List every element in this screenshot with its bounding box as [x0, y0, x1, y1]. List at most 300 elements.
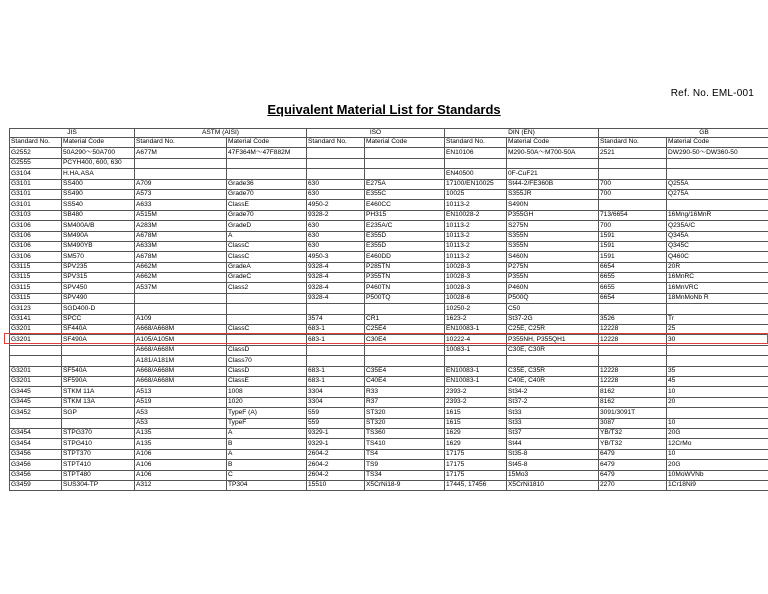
table-cell: Q275A: [667, 189, 768, 199]
table-cell: PCYH400, 600, 630: [62, 158, 135, 168]
reference-number: Ref. No. EML-001: [670, 88, 754, 99]
column-header: Material Code: [507, 138, 599, 148]
table-cell: 10028-3: [445, 262, 507, 272]
table-cell: E460CC: [365, 200, 445, 210]
table-cell: P355NH, P355QH1: [507, 335, 599, 345]
table-cell: G3201: [10, 366, 62, 376]
table-cell: [135, 169, 227, 179]
table-cell: St34-2: [507, 387, 599, 397]
table-cell: A: [227, 428, 307, 438]
table-cell: 9328-4: [307, 293, 365, 303]
table-row: [10, 158, 768, 168]
table-cell: 10083-1: [445, 345, 507, 355]
table-cell: 25: [667, 325, 768, 335]
table-cell: [365, 169, 445, 179]
table-cell: C25E4: [365, 325, 445, 335]
table-cell: 20G: [667, 460, 768, 470]
table-cell: C50: [507, 304, 599, 314]
table-cell: 10113-2: [445, 221, 507, 231]
table-cell: [307, 356, 365, 366]
table-cell: St37-2: [507, 397, 599, 407]
table-cell: 10028-3: [445, 273, 507, 283]
table-cell: X5CrNi1810: [507, 480, 599, 490]
table-cell: SGD400-D: [62, 304, 135, 314]
table-cell: 10113-2: [445, 252, 507, 262]
table-cell: Grade70: [227, 189, 307, 199]
table-cell: G3123: [10, 304, 62, 314]
group-header-iso: ISO: [307, 129, 445, 138]
table-cell: [667, 345, 768, 355]
table-cell: [227, 293, 307, 303]
table-row: [10, 460, 768, 470]
table-cell: R33: [365, 387, 445, 397]
column-header: Standard No.: [10, 138, 62, 148]
table-cell: PH315: [365, 210, 445, 220]
table-cell: St44: [507, 439, 599, 449]
table-cell: S355JR: [507, 189, 599, 199]
table-cell: 3526: [599, 314, 667, 324]
table-cell: S355N: [507, 241, 599, 251]
table-cell: SM570: [62, 252, 135, 262]
table-cell: C25E, C25R: [507, 325, 599, 335]
table-cell: G3445: [10, 387, 62, 397]
table-cell: G3141: [10, 314, 62, 324]
table-cell: G3454: [10, 428, 62, 438]
table-row: [10, 428, 768, 438]
table-cell: A573: [135, 189, 227, 199]
table-cell: 35: [667, 366, 768, 376]
column-header: Standard No.: [445, 138, 507, 148]
table-cell: TS34: [365, 470, 445, 480]
table-cell: G3456: [10, 470, 62, 480]
table-row: [10, 418, 768, 428]
table-cell: YB/T32: [599, 439, 667, 449]
table-cell: 2521: [599, 148, 667, 158]
table-cell: G3456: [10, 460, 62, 470]
table-cell: [599, 356, 667, 366]
table-cell: [307, 345, 365, 355]
table-cell: TypeF (A): [227, 408, 307, 418]
table-cell: 700: [599, 189, 667, 199]
table-cell: GradeA: [227, 262, 307, 272]
table-cell: 16MnRC: [667, 273, 768, 283]
table-cell: [667, 304, 768, 314]
table-cell: 6655: [599, 283, 667, 293]
table-cell: A709: [135, 179, 227, 189]
table-cell: STPT370: [62, 449, 135, 459]
table-cell: 3574: [307, 314, 365, 324]
table-cell: Grade36: [227, 179, 307, 189]
table-row: [10, 325, 768, 335]
table-cell: SS490: [62, 189, 135, 199]
table-cell: S355N: [507, 231, 599, 241]
table-cell: [599, 169, 667, 179]
table-row: [10, 439, 768, 449]
table-cell: 1Cr18Ni9: [667, 480, 768, 490]
table-cell: 50A290～50A700: [62, 148, 135, 158]
table-cell: G3101: [10, 200, 62, 210]
table-cell: P500TQ: [365, 293, 445, 303]
table-cell: [599, 304, 667, 314]
table-row: [10, 449, 768, 459]
table-cell: H.HA.ASA: [62, 169, 135, 179]
table-cell: P275N: [507, 262, 599, 272]
table-cell: 2604-2: [307, 470, 365, 480]
table-cell: GradeD: [227, 221, 307, 231]
table-cell: B: [227, 460, 307, 470]
table-cell: ST320: [365, 418, 445, 428]
table-cell: G3115: [10, 273, 62, 283]
table-cell: Q255A: [667, 179, 768, 189]
table-cell: E235A/C: [365, 221, 445, 231]
table-cell: G3115: [10, 262, 62, 272]
table-cell: STPG370: [62, 428, 135, 438]
table-cell: GradeC: [227, 273, 307, 283]
table-cell: 20: [667, 397, 768, 407]
table-cell: P355GH: [507, 210, 599, 220]
table-cell: A515M: [135, 210, 227, 220]
table-cell: ClassD: [227, 366, 307, 376]
table-cell: SS400: [62, 179, 135, 189]
table-cell: A537M: [135, 283, 227, 293]
table-cell: 6479: [599, 449, 667, 459]
table-row: [10, 356, 768, 366]
table-cell: 9328-4: [307, 273, 365, 283]
table-cell: ClassE: [227, 200, 307, 210]
table-cell: 9329-1: [307, 428, 365, 438]
table-cell: [667, 356, 768, 366]
table-cell: C30E4: [365, 335, 445, 345]
table-cell: St33: [507, 418, 599, 428]
table-cell: TS9: [365, 460, 445, 470]
table-row: [10, 169, 768, 179]
table-cell: A135: [135, 439, 227, 449]
table-cell: 47F364M～47F882M: [227, 148, 307, 158]
table-cell: S275N: [507, 221, 599, 231]
table-cell: 559: [307, 408, 365, 418]
table-cell: 10113-2: [445, 231, 507, 241]
table-cell: SUS304-TP: [62, 480, 135, 490]
table-row: [10, 470, 768, 480]
table-cell: 12228: [599, 335, 667, 345]
table-cell: 16Mng/16MnR: [667, 210, 768, 220]
table-cell: SF540A: [62, 366, 135, 376]
table-cell: STPT410: [62, 460, 135, 470]
table-cell: 6479: [599, 460, 667, 470]
table-cell: 9328-4: [307, 262, 365, 272]
table-cell: 1615: [445, 408, 507, 418]
column-header: Standard No.: [135, 138, 227, 148]
table-cell: S490N: [507, 200, 599, 210]
table-cell: 683-1: [307, 366, 365, 376]
table-cell: 2604-2: [307, 449, 365, 459]
table-cell: 1591: [599, 231, 667, 241]
table-cell: A668/A668M: [135, 345, 227, 355]
table-cell: [227, 335, 307, 345]
table-cell: E460DD: [365, 252, 445, 262]
column-header: Standard No.: [307, 138, 365, 148]
table-cell: 6654: [599, 293, 667, 303]
table-cell: 559: [307, 418, 365, 428]
table-cell: G2555: [10, 158, 62, 168]
table-cell: A: [227, 449, 307, 459]
table-cell: ClassD: [227, 345, 307, 355]
table-cell: 1008: [227, 387, 307, 397]
table-cell: St33: [507, 408, 599, 418]
table-cell: 10113-2: [445, 241, 507, 251]
table-cell: A312: [135, 480, 227, 490]
table-cell: C35E4: [365, 366, 445, 376]
table-cell: P285TN: [365, 262, 445, 272]
table-cell: 2393-2: [445, 397, 507, 407]
table-cell: G2552: [10, 148, 62, 158]
table-cell: [10, 356, 62, 366]
table-viewport: [9, 128, 768, 506]
table-cell: ClassE: [227, 376, 307, 386]
table-cell: [599, 200, 667, 210]
table-cell: [62, 418, 135, 428]
table-cell: St35-8: [507, 449, 599, 459]
table-cell: G3452: [10, 408, 62, 418]
table-row: [10, 314, 768, 324]
table-cell: [365, 148, 445, 158]
table-cell: G3101: [10, 179, 62, 189]
table-cell: Q235A/C: [667, 221, 768, 231]
table-cell: 15510: [307, 480, 365, 490]
table-cell: 700: [599, 179, 667, 189]
table-cell: EN10106: [445, 148, 507, 158]
table-cell: SM400A/B: [62, 221, 135, 231]
table-cell: [445, 356, 507, 366]
table-cell: [599, 158, 667, 168]
table-cell: DW290-50～DW360-50: [667, 148, 768, 158]
table-cell: SPV490: [62, 293, 135, 303]
table-cell: [507, 356, 599, 366]
table-cell: 8162: [599, 397, 667, 407]
table-cell: 12228: [599, 376, 667, 386]
table-cell: 700: [599, 221, 667, 231]
table-cell: [307, 158, 365, 168]
table-row: [10, 252, 768, 262]
table-cell: STPT480: [62, 470, 135, 480]
table-cell: 3304: [307, 387, 365, 397]
table-cell: G3454: [10, 439, 62, 449]
table-cell: X5CrNi18-9: [365, 480, 445, 490]
table-cell: A678M: [135, 231, 227, 241]
table-cell: 630: [307, 231, 365, 241]
table-row: [10, 273, 768, 283]
table-cell: STKM 11A: [62, 387, 135, 397]
table-cell: P355TN: [365, 273, 445, 283]
table-cell: G3445: [10, 397, 62, 407]
table-row: [10, 397, 768, 407]
table-cell: TS410: [365, 439, 445, 449]
table-cell: [10, 418, 62, 428]
table-cell: 12CrMo: [667, 439, 768, 449]
table-cell: 17175: [445, 449, 507, 459]
table-row: [10, 210, 768, 220]
table-cell: 6655: [599, 273, 667, 283]
table-cell: E355C: [365, 189, 445, 199]
table-cell: SF440A: [62, 325, 135, 335]
table-row: [10, 366, 768, 376]
table-cell: G3106: [10, 231, 62, 241]
table-cell: Q460C: [667, 252, 768, 262]
table-cell: Q345C: [667, 241, 768, 251]
table-cell: G3459: [10, 480, 62, 490]
table-cell: 10: [667, 449, 768, 459]
table-cell: [365, 356, 445, 366]
group-header-row: [10, 129, 768, 138]
table-cell: STPG410: [62, 439, 135, 449]
table-cell: 4950-3: [307, 252, 365, 262]
table-cell: [227, 158, 307, 168]
table-cell: G3456: [10, 449, 62, 459]
column-header: Material Code: [62, 138, 135, 148]
table-row: [10, 221, 768, 231]
table-cell: P460N: [507, 283, 599, 293]
table-cell: 15Mo3: [507, 470, 599, 480]
table-cell: A519: [135, 397, 227, 407]
table-cell: [667, 158, 768, 168]
table-cell: SPV235: [62, 262, 135, 272]
table-cell: EN10083-1: [445, 366, 507, 376]
table-cell: 683-1: [307, 376, 365, 386]
table-cell: [135, 158, 227, 168]
table-cell: TS360: [365, 428, 445, 438]
table-cell: [227, 314, 307, 324]
table-cell: 6479: [599, 470, 667, 480]
table-cell: A668/A668M: [135, 376, 227, 386]
table-cell: A662M: [135, 262, 227, 272]
table-cell: TP304: [227, 480, 307, 490]
group-header-gb: GB: [599, 129, 768, 138]
table-cell: A513: [135, 387, 227, 397]
table-row: [10, 262, 768, 272]
table-cell: SPV450: [62, 283, 135, 293]
table-cell: A53: [135, 418, 227, 428]
table-cell: ClassC: [227, 325, 307, 335]
table-cell: SS540: [62, 200, 135, 210]
table-row: [10, 189, 768, 199]
table-cell: 10222-4: [445, 335, 507, 345]
table-row: [10, 304, 768, 314]
table-cell: St37-2G: [507, 314, 599, 324]
table-row: [10, 200, 768, 210]
table-cell: C35E, C35R: [507, 366, 599, 376]
table-cell: G3106: [10, 221, 62, 231]
table-cell: C40E, C40R: [507, 376, 599, 386]
table-cell: G3104: [10, 169, 62, 179]
material-table: [9, 128, 768, 491]
table-cell: 1591: [599, 252, 667, 262]
table-cell: A135: [135, 428, 227, 438]
table-cell: 3091/3091T: [599, 408, 667, 418]
table-cell: 683-1: [307, 325, 365, 335]
table-row: [10, 148, 768, 158]
table-cell: 20R: [667, 262, 768, 272]
table-row: [10, 480, 768, 490]
table-cell: 1623-2: [445, 314, 507, 324]
table-cell: G3115: [10, 293, 62, 303]
table-cell: G3106: [10, 252, 62, 262]
table-cell: 4950-2: [307, 200, 365, 210]
table-cell: 2393-2: [445, 387, 507, 397]
table-cell: 1629: [445, 428, 507, 438]
table-cell: 2270: [599, 480, 667, 490]
table-cell: [135, 304, 227, 314]
page-title: Equivalent Material List for Standards: [267, 102, 501, 117]
table-cell: A633: [135, 200, 227, 210]
table-cell: G3201: [10, 325, 62, 335]
table-cell: 2604-2: [307, 460, 365, 470]
table-cell: 17175: [445, 470, 507, 480]
table-row: [10, 376, 768, 386]
table-cell: A53: [135, 408, 227, 418]
table-cell: [227, 304, 307, 314]
table-cell: 1615: [445, 418, 507, 428]
table-row: [10, 293, 768, 303]
table-cell: 30: [667, 335, 768, 345]
table-body: [10, 148, 768, 491]
table-cell: EN10028-2: [445, 210, 507, 220]
table-cell: YB/T32: [599, 428, 667, 438]
table-cell: EN40500: [445, 169, 507, 179]
table-cell: SPV315: [62, 273, 135, 283]
table-cell: 8162: [599, 387, 667, 397]
table-cell: Q345A: [667, 231, 768, 241]
table-cell: E355D: [365, 231, 445, 241]
table-cell: [307, 304, 365, 314]
table-cell: [62, 356, 135, 366]
table-cell: [62, 345, 135, 355]
table-cell: SGP: [62, 408, 135, 418]
table-cell: 10MoWVNb: [667, 470, 768, 480]
table-cell: P355N: [507, 273, 599, 283]
table-cell: SF490A: [62, 335, 135, 345]
table-cell: A: [227, 231, 307, 241]
table-row: [10, 335, 768, 345]
table-cell: 18MnMoNb R: [667, 293, 768, 303]
table-cell: 9328-2: [307, 210, 365, 220]
table-cell: Grade70: [227, 210, 307, 220]
table-row: [10, 283, 768, 293]
table-cell: S460N: [507, 252, 599, 262]
table-cell: [307, 169, 365, 179]
table-cell: A677M: [135, 148, 227, 158]
table-cell: A668/A668M: [135, 366, 227, 376]
table-cell: [667, 408, 768, 418]
table-cell: TS4: [365, 449, 445, 459]
table-cell: 10028-6: [445, 293, 507, 303]
table-cell: 630: [307, 241, 365, 251]
table-cell: C30E, C30R: [507, 345, 599, 355]
table-cell: P500Q: [507, 293, 599, 303]
table-cell: G3103: [10, 210, 62, 220]
table-cell: Tr: [667, 314, 768, 324]
table-cell: 683-1: [307, 335, 365, 345]
table-cell: A106: [135, 460, 227, 470]
table-cell: A662M: [135, 273, 227, 283]
table-cell: TypeF: [227, 418, 307, 428]
table-cell: G3201: [10, 335, 62, 345]
table-cell: 12228: [599, 366, 667, 376]
table-row: [10, 345, 768, 355]
table-row: [10, 387, 768, 397]
table-cell: St44-2/FE360B: [507, 179, 599, 189]
table-cell: 1629: [445, 439, 507, 449]
table-cell: [135, 293, 227, 303]
